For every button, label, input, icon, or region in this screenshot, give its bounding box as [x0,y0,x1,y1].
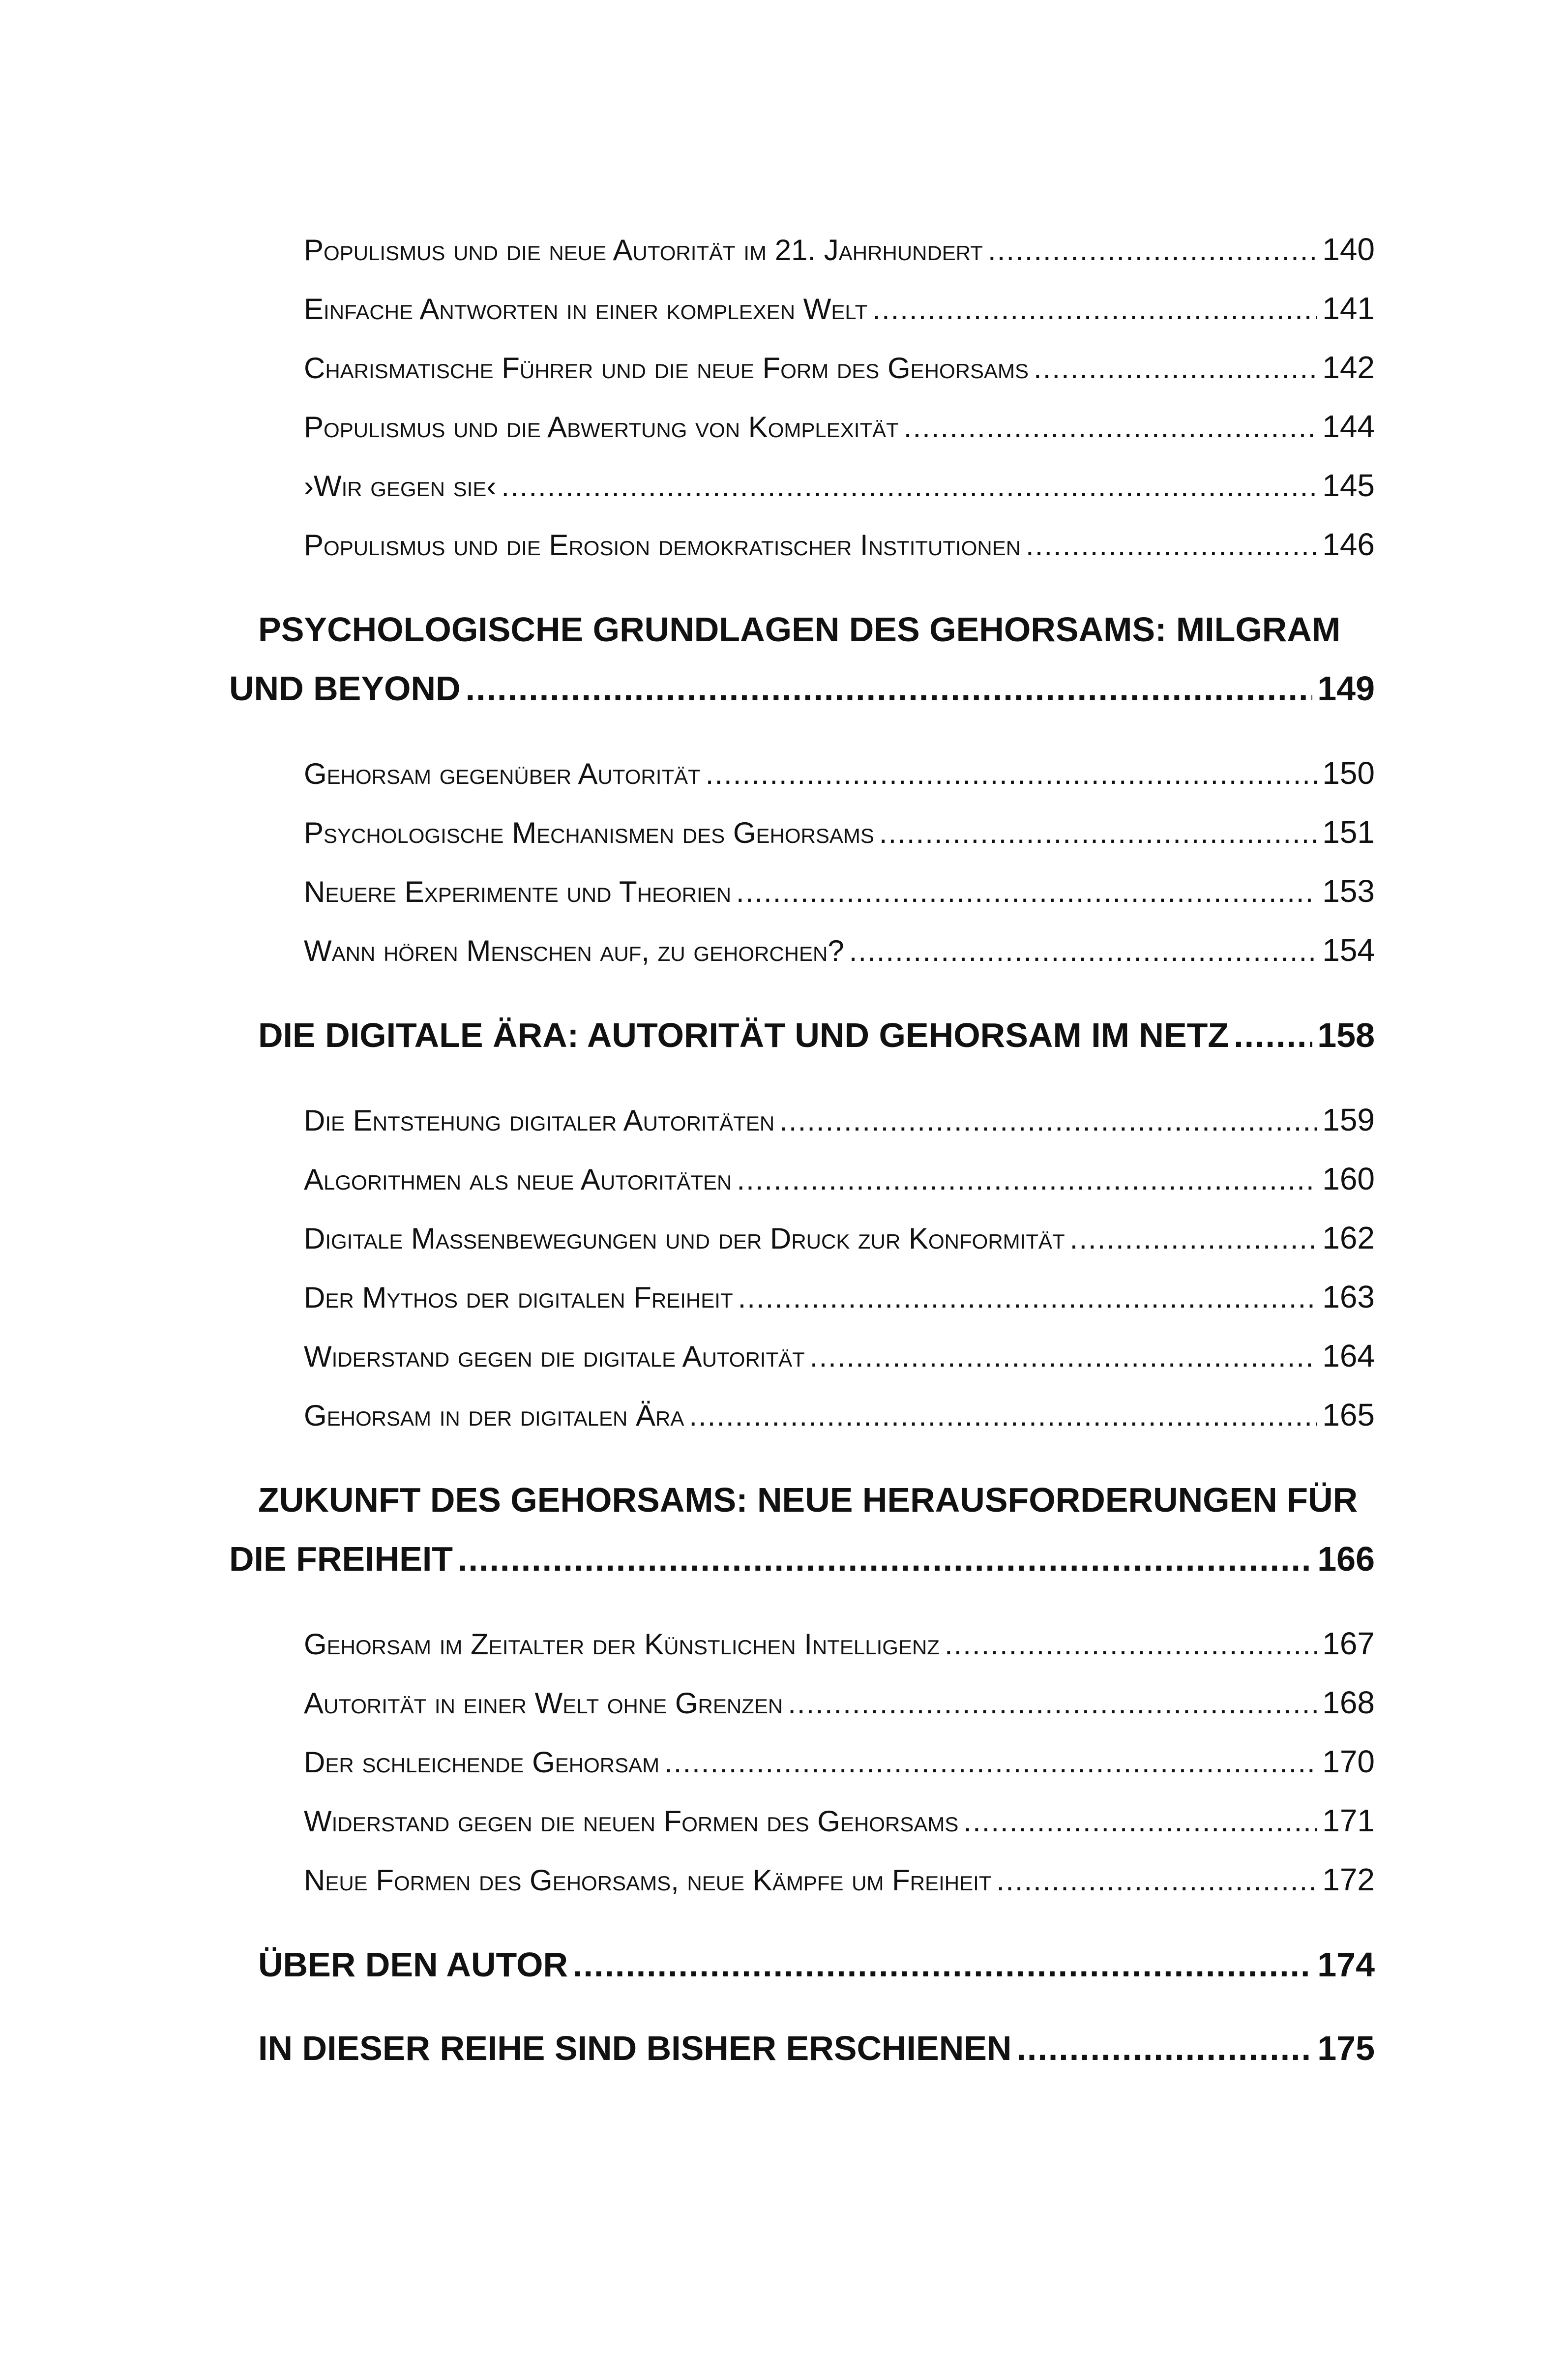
toc-entry[interactable] [304,526,1375,563]
dot-leader [458,1539,1312,1579]
toc-entry-page: 171 [1322,1803,1375,1838]
toc-entry-title: DIE DIGITALE ÄRA: AUTORITÄT UND GEHORSAM IM NETZ [258,1016,1229,1054]
dot-leader [689,1399,1317,1433]
dot-leader [736,875,1317,909]
toc-entry-page: 151 [1322,814,1375,850]
toc-entry[interactable] [304,467,1375,504]
toc-entry-title: Charismatische Führer und die neue Form des Gehorsams [304,352,1029,385]
toc-entry-title: UND BEYOND [229,669,461,708]
toc-entry-title: Gehorsam im Zeitalter der Künstlichen Intelligenz [304,1628,940,1661]
toc-entry-title: Psychologische Mechanismen des Gehorsams [304,816,874,849]
toc-entry[interactable] [304,873,1375,909]
toc-entry-page: 144 [1322,409,1375,444]
toc-entry-title: Wann hören Menschen auf, zu gehorchen? [304,934,844,967]
dot-leader [872,292,1317,326]
toc-entry[interactable] [304,349,1375,386]
toc-entry[interactable] [304,1102,1375,1138]
toc-entry-title: Der Mythos der digitalen Freiheit [304,1281,733,1314]
toc-entry-title: DIE FREIHEIT [229,1540,453,1578]
dot-leader [849,934,1317,968]
toc-entry[interactable] [304,1338,1375,1374]
toc-entry-title: Der schleichende Gehorsam [304,1746,660,1779]
toc-entry[interactable] [304,1743,1375,1780]
toc-entry[interactable] [304,408,1375,445]
toc-entry[interactable] [304,231,1375,268]
dot-leader [996,1863,1317,1897]
dot-leader [664,1745,1317,1779]
dot-leader [501,469,1317,503]
toc-entry-page: 153 [1322,873,1375,909]
toc-entry[interactable] [304,814,1375,850]
toc-entry[interactable] [304,1802,1375,1839]
toc-entry[interactable] [304,755,1375,791]
toc-entry[interactable] [304,290,1375,327]
toc-entry-page: 141 [1322,291,1375,326]
toc-entry-page: 142 [1322,350,1375,385]
toc-entry[interactable] [304,1684,1375,1721]
toc-entry-title: Widerstand gegen die digitale Autorität [304,1340,805,1373]
toc-entry-title: Digitale Massenbewegungen und der Druck zur Konformität [304,1222,1065,1255]
dot-leader [1026,528,1317,562]
toc-entry-title: Gehorsam gegenüber Autorität [304,757,701,790]
toc-entry-page: 158 [1317,1016,1375,1054]
dot-leader [1034,351,1317,385]
toc-entry[interactable] [304,1161,1375,1197]
toc-entry-title: Die Entstehung digitaler Autoritäten [304,1104,775,1137]
toc-entry-title: ›Wir gegen sie‹ [304,470,497,503]
toc-entry-title: Populismus und die Erosion demokratischer Institutionen [304,529,1021,562]
dot-leader [879,816,1317,850]
dot-leader [988,233,1317,267]
toc-entry-page: 162 [1322,1220,1375,1255]
dot-leader [1016,2029,1312,2068]
toc-entry-title: Algorithmen als neue Autoritäten [304,1163,732,1196]
toc-entry[interactable] [304,1279,1375,1315]
dot-leader [963,1804,1317,1838]
dot-leader [904,410,1317,444]
toc-entry-page: 166 [1317,1540,1375,1578]
toc-entry-page: 146 [1322,527,1375,562]
toc-entry-title: Neuere Experimente und Theorien [304,875,732,908]
dot-leader [738,1281,1318,1314]
toc-entry-page: 149 [1317,669,1375,708]
toc-entry-page: 145 [1322,468,1375,503]
toc-entry-page: 168 [1322,1685,1375,1720]
toc-entry-title: Populismus und die Abwertung von Komplexität [304,411,899,444]
dot-leader [706,757,1318,791]
toc-entry-title: ÜBER DEN AUTOR [258,1945,568,1984]
toc-chapter-entry[interactable] [258,2029,1375,2068]
toc-entry-page: 154 [1322,932,1375,968]
toc-entry[interactable] [304,1625,1375,1662]
toc-chapter-entry[interactable] [229,1539,1375,1579]
toc-chapter-entry[interactable] [229,669,1375,708]
toc-entry-page: 160 [1322,1161,1375,1196]
dot-leader [573,1945,1312,1984]
toc-entry-page: 159 [1322,1102,1375,1137]
toc-entry-page: 175 [1317,2029,1375,2067]
toc-entry[interactable] [304,932,1375,968]
toc-entry-title: Gehorsam in der digitalen Ära [304,1399,684,1432]
toc-entry-page: 174 [1317,1945,1375,1984]
dot-leader [1234,1015,1312,1055]
dot-leader [788,1686,1317,1720]
dot-leader [779,1104,1317,1137]
toc-entry-title: Populismus und die neue Autorität im 21. Jahrhundert [304,234,983,267]
dot-leader [737,1163,1317,1196]
toc-entry-page: 163 [1322,1279,1375,1314]
toc-entry-page: 170 [1322,1744,1375,1779]
chapter-title-line: PSYCHOLOGISCHE GRUNDLAGEN DES GEHORSAMS: MILGRAM [258,610,1341,649]
toc-entry-page: 164 [1322,1338,1375,1373]
toc-chapter-entry[interactable] [258,1015,1375,1055]
toc-entry[interactable] [304,1220,1375,1256]
toc-entry-page: 165 [1322,1397,1375,1433]
toc-entry-page: 150 [1322,755,1375,791]
dot-leader [1070,1222,1318,1255]
dot-leader [466,669,1313,708]
toc-entry-title: IN DIESER REIHE SIND BISHER ERSCHIENEN [258,2029,1012,2067]
toc-entry[interactable] [304,1861,1375,1898]
toc-entry[interactable] [304,1397,1375,1433]
dot-leader [945,1627,1317,1661]
toc-entry-page: 167 [1322,1626,1375,1661]
toc-entry-page: 172 [1322,1862,1375,1897]
toc-entry-title: Widerstand gegen die neuen Formen des Gehorsams [304,1805,959,1838]
toc-chapter-entry[interactable] [258,1945,1375,1984]
toc-entry-page: 140 [1322,232,1375,267]
toc-entry-title: Neue Formen des Gehorsams, neue Kämpfe um Freiheit [304,1864,992,1897]
chapter-title-line: ZUKUNFT DES GEHORSAMS: NEUE HERAUSFORDERUNGEN FÜR [258,1481,1358,1519]
toc-entry-title: Autorität in einer Welt ohne Grenzen [304,1687,783,1720]
toc-entry-title: Einfache Antworten in einer komplexen Welt [304,293,868,326]
dot-leader [810,1340,1317,1373]
